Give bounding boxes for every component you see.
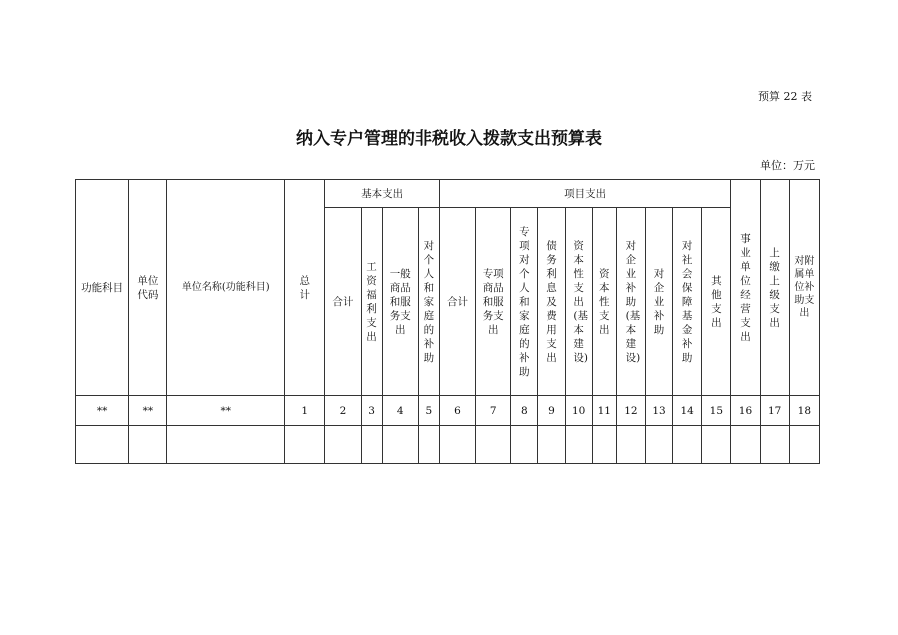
index-cell: 10 [565, 396, 592, 426]
header-unit-code: 单位代码 [129, 180, 167, 396]
index-cell: 5 [418, 396, 439, 426]
header-unit-name: 单位名称(功能科目) [167, 180, 285, 396]
header-project-subtotal: 合计 [439, 208, 475, 396]
header-basic-goods: 一般商品和服务支出 [382, 208, 418, 396]
index-cell: 17 [760, 396, 789, 426]
index-cell: 7 [476, 396, 511, 426]
empty-cell[interactable] [645, 426, 672, 464]
index-cell: 8 [511, 396, 538, 426]
empty-cell[interactable] [167, 426, 285, 464]
empty-cell[interactable] [565, 426, 592, 464]
empty-cell[interactable] [382, 426, 418, 464]
header-project-social-security: 对社会保障基金补助 [673, 208, 702, 396]
empty-cell[interactable] [731, 426, 760, 464]
empty-cell[interactable] [538, 426, 565, 464]
index-cell: 3 [361, 396, 382, 426]
header-basic-personal: 对个人和家庭的补助 [418, 208, 439, 396]
header-project-capital: 资本性支出 [592, 208, 616, 396]
header-biz-operation: 事业单位经营支出 [731, 180, 760, 396]
header-basic-expense: 基本支出 [325, 180, 440, 208]
empty-cell[interactable] [760, 426, 789, 464]
index-cell: 6 [439, 396, 475, 426]
header-project-goods: 专项商品和服务支出 [476, 208, 511, 396]
empty-cell[interactable] [616, 426, 645, 464]
header-project-debt: 债务利息及费用支出 [538, 208, 565, 396]
index-cell: 13 [645, 396, 672, 426]
header-project-enterprise-basic: 对企业补助(基本建设) [616, 208, 645, 396]
empty-cell[interactable] [789, 426, 819, 464]
header-project-capital-basic: 资本性支出(基本建设) [565, 208, 592, 396]
empty-cell[interactable] [129, 426, 167, 464]
empty-cell[interactable] [511, 426, 538, 464]
empty-cell[interactable] [418, 426, 439, 464]
index-cell: ** [167, 396, 285, 426]
data-row-empty [76, 426, 820, 464]
header-pay-upper: 上缴上级支出 [760, 180, 789, 396]
index-cell: 16 [731, 396, 760, 426]
header-affiliate-subsidy: 对附属单位补助支出 [789, 180, 819, 396]
index-cell: 11 [592, 396, 616, 426]
empty-cell[interactable] [439, 426, 475, 464]
header-row-1 [76, 180, 820, 208]
index-row [76, 396, 820, 426]
empty-cell[interactable] [476, 426, 511, 464]
header-project-personal: 专项对个人和家庭的补助 [511, 208, 538, 396]
header-func-subject: 功能科目 [76, 180, 129, 396]
index-cell: 2 [325, 396, 361, 426]
empty-cell[interactable] [76, 426, 129, 464]
index-cell: 12 [616, 396, 645, 426]
empty-cell[interactable] [361, 426, 382, 464]
empty-cell[interactable] [673, 426, 702, 464]
index-cell: ** [129, 396, 167, 426]
page-title: 纳入专户管理的非税收入拨款支出预算表 [296, 129, 602, 149]
index-cell: 9 [538, 396, 565, 426]
index-cell: 4 [382, 396, 418, 426]
index-cell: ** [76, 396, 129, 426]
header-project-enterprise: 对企业补助 [645, 208, 672, 396]
header-project-expense: 项目支出 [439, 180, 731, 208]
index-cell: 18 [789, 396, 819, 426]
header-basic-subtotal: 合计 [325, 208, 361, 396]
header-basic-wage: 工资福利支出 [361, 208, 382, 396]
budget-table [75, 179, 820, 464]
index-cell: 1 [285, 396, 325, 426]
index-cell: 15 [702, 396, 731, 426]
form-number: 预算 22 表 [758, 90, 812, 103]
empty-cell[interactable] [285, 426, 325, 464]
header-total: 总计 [285, 180, 325, 396]
unit-label: 单位：万元 [760, 159, 815, 172]
empty-cell[interactable] [325, 426, 361, 464]
header-project-other: 其他支出 [702, 208, 731, 396]
empty-cell[interactable] [702, 426, 731, 464]
index-cell: 14 [673, 396, 702, 426]
empty-cell[interactable] [592, 426, 616, 464]
